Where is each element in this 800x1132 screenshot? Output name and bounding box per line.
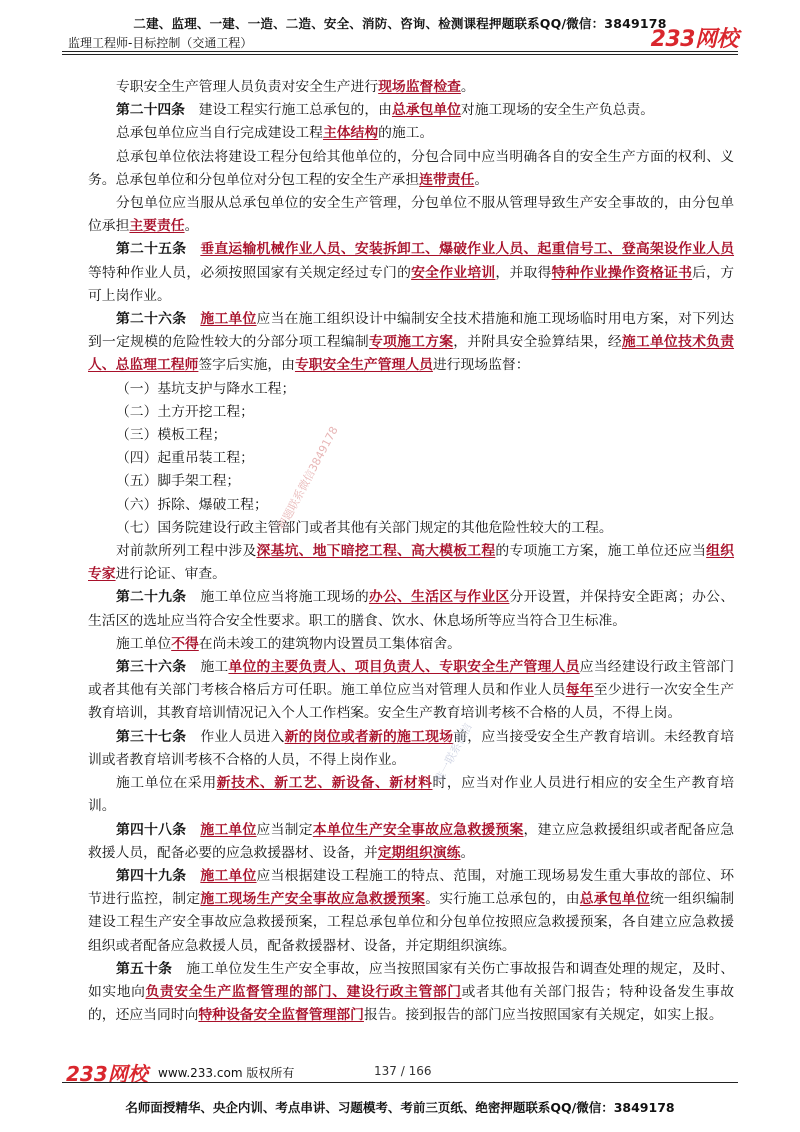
key-term: 组织专家 [88, 543, 735, 583]
paragraph [88, 540, 734, 586]
text-run: 或者其他有关部门报告；特种设备发生事故的，还应当同时向 [88, 983, 735, 1024]
text-run: 。实行施工总承包的，由 [425, 891, 580, 908]
key-term: 专项施工方案 [368, 334, 454, 351]
article-number: 第二十六条 [116, 311, 187, 328]
key-term: 主要责任 [129, 218, 185, 235]
text-run: 施工单位应当将施工现场的 [186, 589, 369, 606]
paragraph [88, 633, 734, 656]
key-term: 施工现场生产安全事故应急救援预案 [200, 891, 426, 908]
text-run: 。 [474, 171, 489, 188]
hazard-list [88, 378, 734, 540]
text-run [186, 822, 200, 838]
text-run: 进行现场监督： [432, 357, 530, 374]
paragraph [88, 656, 734, 726]
text-run: 。 [460, 844, 475, 861]
footer-copyright: www.233.com 版权所有 [158, 1066, 295, 1080]
key-term: 施工单位 [200, 311, 257, 328]
text-run: 应当在施工组织设计中编制安全技术措施和施工现场临时用电方案，对下列达到一定规模的危险性较大的分部分项工程编制 [88, 311, 735, 351]
watermark-text: 唯一联系微信 [432, 721, 475, 786]
text-run [186, 311, 200, 327]
key-term: 主体结构 [322, 125, 379, 142]
article-number: 第三十六条 [116, 659, 187, 676]
paragraph [88, 76, 734, 99]
text-run: 施工 [186, 659, 229, 676]
header-rule [62, 51, 738, 52]
key-term: 每年 [565, 682, 594, 699]
key-term: 本单位生产安全事故应急救援预案 [312, 821, 524, 838]
footer-logo: 233网校 [66, 1062, 148, 1086]
key-term: 定期组织演练 [377, 844, 461, 861]
text-run: ，并取得 [495, 264, 552, 281]
list-item: （三）模板工程； [116, 427, 227, 444]
text-run: 对施工现场的安全生产负总责。 [460, 102, 655, 119]
text-run: 施工单位在采用 [116, 775, 217, 792]
paragraph [88, 99, 734, 122]
list-item: （五）脚手架工程； [116, 473, 241, 490]
key-term: 特种设备安全监督管理部门 [198, 1007, 364, 1024]
key-term: 办公、生活区与作业区 [368, 589, 510, 606]
key-term: 不得 [171, 635, 199, 652]
text-run: 总承包单位依法将建设工程分包给其他单位的，分包合同中应当明确各自的安全生产方面的权利、义务。总承包单位和分包单位对分包工程的安全生产承担 [88, 148, 734, 188]
text-run [186, 868, 200, 884]
text-run: 施工单位发生生产安全事故，应当按照国家有关伤亡事故报告和调查处理的规定，及时、如实地向 [88, 960, 735, 1000]
key-term: 总承包单位 [579, 891, 650, 908]
document-body [88, 76, 734, 1027]
key-term: 新的岗位或者新的施工现场 [284, 728, 454, 745]
text-run: 前，应当接受安全生产教育培训。未经教育培训或者教育培训考核不合格的人员，不得上岗作业。 [88, 728, 735, 768]
key-term: 施工单位技术负责人、总监理工程师 [88, 334, 735, 374]
text-run: 的专项施工方案，施工单位还应当 [495, 543, 707, 560]
list-item: （一）基坑支护与降水工程； [116, 380, 296, 397]
list-item: （二）土方开挖工程； [116, 403, 254, 420]
key-term: 总承包单位 [391, 102, 461, 119]
text-run: 统一组织编制建设工程生产安全事故应急救援预案，工程总承包单位和分包单位按照应急救援预案，各自建立应急救援组织或者配备应急救援人员，配备救援器材、设备，并定期组织演练。 [88, 891, 735, 954]
text-run: 。 [460, 79, 475, 95]
text-run: 后，方可上岗作业。 [88, 264, 735, 304]
text-run: 应当制定 [256, 821, 313, 838]
text-run: 的施工。 [378, 125, 434, 142]
key-term: 负责安全生产监督管理的部门、建设行政主管部门 [145, 983, 462, 1000]
footer-banner: 名师面授精华、央企内训、考点串讲、习题模考、考前三页纸、绝密押题联系QQ/微信：3849178 [125, 1100, 675, 1115]
paragraph-group-1 [88, 76, 734, 378]
key-term: 专职安全生产管理人员 [294, 357, 433, 374]
paragraph [88, 308, 734, 378]
text-run: 签字后实施，由 [198, 357, 295, 374]
footer-rule [62, 1082, 738, 1083]
key-term: 安全作业培训 [411, 264, 496, 281]
list-item: （七）国务院建设行政主管部门或者其他有关部门规定的其他危险性较大的工程。 [116, 519, 613, 536]
paragraph [88, 772, 734, 818]
paragraph [88, 238, 734, 308]
text-run: 分开设置，并保持安全距离；办公、生活区的选址应当符合安全性要求。职工的膳食、饮水、休息场所等应当符合卫生标准。 [88, 589, 735, 629]
article-number: 第二十九条 [116, 589, 187, 606]
text-run: 应当经建设行政主管部门或者其他有关部门考核合格后方可任职。施工单位应当对管理人员和作业人员 [88, 659, 735, 699]
paragraph [88, 726, 734, 772]
text-run: 分包单位应当服从总承包单位的安全生产管理，分包单位不服从管理导致生产安全事故的，由分包单位承担 [88, 195, 734, 235]
article-number: 第三十七条 [116, 728, 187, 745]
text-run: 至少进行一次安全生产教育培训，其教育培训情况记入个人工作档案。安全生产教育培训考核不合格的人员，不得上岗。 [88, 682, 735, 722]
key-term: 施工单位 [200, 867, 257, 884]
key-term: 深基坑、地下暗挖工程、高大模板工程 [256, 543, 496, 560]
text-run: 总承包单位应当自行完成建设工程 [116, 125, 323, 142]
text-run: ，建立应急救援组织或者配备应急救援人员，配备必要的应急救援器材、设备，并 [88, 821, 735, 861]
brand-logo: 233网校 [650, 27, 738, 52]
article-number: 第四十八条 [116, 821, 187, 838]
header-banner: 二建、监理、一建、一造、二造、安全、消防、咨询、检测课程押题联系QQ/微信：3849178 [133, 16, 667, 31]
text-run: 建设工程实行施工总承包的，由 [184, 102, 392, 119]
key-term: 新技术、新工艺、新设备、新材料 [216, 775, 433, 792]
text-run: 等特种作业人员，必须按照国家有关规定经过专门的 [88, 264, 412, 281]
text-run [186, 241, 200, 257]
article-number: 第四十九条 [116, 867, 187, 884]
text-run: 进行论证、审查。 [115, 566, 226, 583]
watermark-text: 押题联系微信3849178 [275, 424, 341, 533]
key-term: 单位的主要负责人、项目负责人、专职安全生产管理人员 [228, 659, 580, 676]
header-rule-thin [62, 54, 738, 55]
paragraph [88, 819, 734, 865]
text-run: 专职安全生产管理人员负责对安全生产进行 [116, 79, 379, 95]
document-subtitle: 监理工程师-目标控制（交通工程） [68, 36, 253, 50]
paragraph [88, 958, 734, 1028]
text-run: 对前款所列工程中涉及 [116, 543, 257, 560]
key-term: 连带责任 [419, 171, 475, 188]
text-run: 报告。接到报告的部门应当按照国家有关规定，如实上报。 [363, 1007, 723, 1024]
text-run: 时，应当对作业人员进行相应的安全生产教育培训。 [88, 775, 735, 815]
list-item: （四）起重吊装工程； [116, 450, 254, 467]
paragraph [88, 865, 734, 958]
text-run: ，并附具安全验算结果，经 [453, 334, 622, 351]
key-term: 施工单位 [200, 821, 257, 838]
page-number: 137 / 166 [374, 1064, 432, 1078]
paragraph-group-2 [88, 540, 734, 1027]
text-run: 。 [184, 218, 199, 235]
article-number: 第二十四条 [116, 102, 185, 119]
key-term: 现场监督检查 [378, 79, 461, 95]
paragraph [88, 122, 734, 145]
text-run: 作业人员进入 [186, 728, 285, 745]
paragraph [88, 586, 734, 632]
list-item: （六）拆除、爆破工程； [116, 496, 268, 513]
text-run: 在尚未竣工的建筑物内设置员工集体宿舍。 [198, 635, 461, 652]
paragraph [88, 146, 734, 192]
text-run: 施工单位 [116, 635, 172, 652]
text-run: 应当根据建设工程施工的特点、范围，对施工现场易发生重大事故的部位、环节进行监控，制定 [88, 867, 735, 908]
article-number: 第五十条 [116, 960, 173, 977]
article-number: 第二十五条 [116, 241, 187, 258]
paragraph [88, 192, 734, 238]
key-term: 特种作业操作资格证书 [551, 264, 693, 281]
key-term: 垂直运输机械作业人员、安装拆卸工、爆破作业人员、起重信号工、登高架设作业人员 [200, 241, 735, 258]
